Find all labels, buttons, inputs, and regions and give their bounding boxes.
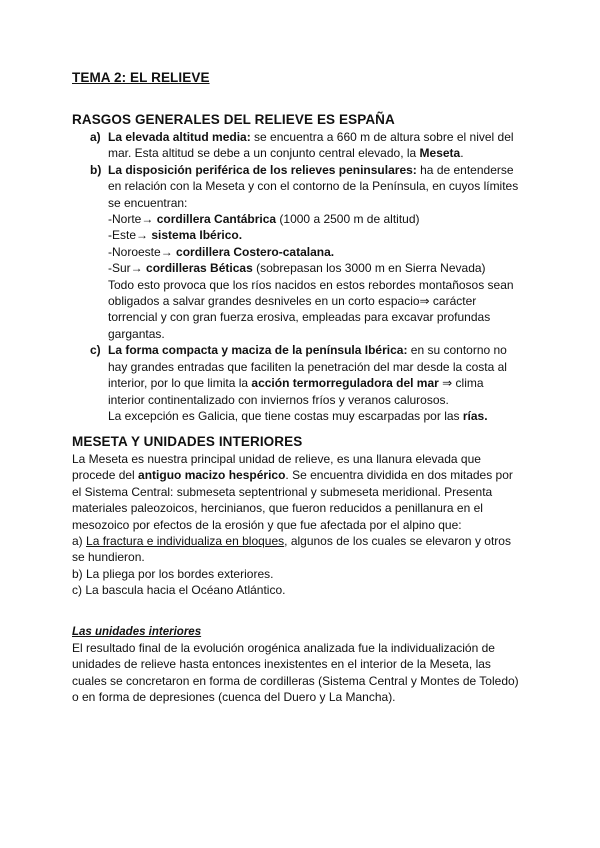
section-heading-rasgos: RASGOS GENERALES DEL RELIEVE ES ESPAÑA [72,112,395,127]
list-label: b) [90,162,102,177]
text-line: b) La pliega por los bordes exteriores. [72,566,274,581]
text-line: interior, por lo que limita la acción termorreguladora del mar ⇒ clima [108,376,484,391]
text-line: el Sistema Central: submeseta septentrional y submeseta meridional. Presenta [72,484,493,499]
text-line: -Sur→ cordilleras Béticas (sobrepasan los 3000 m en Sierra Nevada) [108,261,486,276]
text-line: Todo esto provoca que los ríos nacidos en estos rebordes montañosos sean [108,277,514,292]
text-line: procede del antiguo macizo hespérico. Se encuentra dividida en dos mitades por [72,468,513,483]
text-line: se encuentran: [108,195,188,210]
text-line: interior continentalizado con inviernos fríos y veranos calurosos. [108,392,449,407]
text-line: La excepción es Galicia, que tiene costas muy escarpadas por las rías. [108,408,488,423]
list-label: c) [90,343,101,358]
text-line: gargantas. [108,326,165,341]
text-line: c) La bascula hacia el Océano Atlántico. [72,583,286,598]
unidades-paragraph [72,640,532,706]
list-item-a [90,129,530,162]
text-line: La Meseta es nuestra principal unidad de relieve, es una llanura elevada que [72,452,481,466]
list-item-c [90,342,530,424]
text-line: torrencial y con gran fuerza erosiva, empleadas para excavar profundas [108,310,491,325]
section-heading-meseta: MESETA Y UNIDADES INTERIORES [72,434,303,449]
text-line: obligados a salvar grandes desniveles en un corto espacio⇒ carácter [108,294,477,309]
text-line: o en forma de depresiones (cuenca del Duero y La Mancha). [72,690,396,705]
text-line: La elevada altitud media: se encuentra a 660 m de altura sobre el nivel del [108,130,514,144]
text-line: hay grandes entradas que faciliten la penetración del mar desde la costa al [108,359,507,374]
text-line: La forma compacta y maciza de la península Ibérica: en su contorno no [108,343,507,358]
text-line: mesozoico por efectos de la erosión y que fue afectada por el alpino que: [72,517,462,532]
list-item-b [90,162,530,342]
document-title: TEMA 2: EL RELIEVE [72,70,210,85]
text-line: -Noroeste→ cordillera Costero-catalana. [108,244,335,259]
text-line: cuales se concretaron en forma de cordilleras (Sistema Central y Montes de Toledo) [72,673,519,688]
text-line: -Este→ sistema Ibérico. [108,228,243,243]
meseta-paragraph [72,451,532,599]
rasgos-list [90,129,530,424]
text-line: mar. Esta altitud se debe a un conjunto central elevado, la Meseta. [108,146,464,161]
text-line: La disposición periférica de los relieves peninsulares: ha de entenderse [108,162,514,177]
text-line: materiales paleozoicos, hercinianos, que fueron reducidos a penillanura en el [72,501,483,516]
text-line: -Norte→ cordillera Cantábrica (1000 a 2500 m de altitud) [108,212,420,227]
text-line: en relación con la Meseta y con el contorno de la Península, en cuyos límites [108,179,519,194]
text-line: El resultado final de la evolución orogénica analizada fue la individualización de [72,641,495,655]
subsection-heading-unidades: Las unidades interiores [72,626,202,638]
text-line: se hundieron. [72,550,145,565]
text-line: a) La fractura e individualiza en bloques, algunos de los cuales se elevaron y otros [72,534,511,549]
text-line: unidades de relieve hasta entonces inexistentes en el interior de la Meseta, las [72,657,491,672]
list-label: a) [90,130,101,144]
